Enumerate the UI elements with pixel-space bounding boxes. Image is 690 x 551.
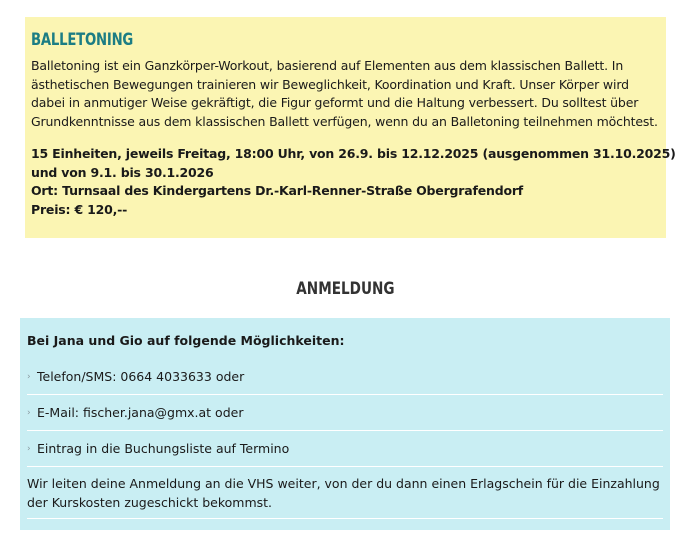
registration-option-phone: Telefon/SMS: 0664 4033633 oder xyxy=(37,369,245,384)
bullet-icon: › xyxy=(27,372,31,382)
course-price: Preis: € 120,-- xyxy=(31,201,128,217)
registration-options-list xyxy=(27,359,663,467)
course-location: Ort: Turnsaal des Kindergartens Dr.-Karl-Renner-Straße Obergrafendorf xyxy=(31,183,524,199)
list-item xyxy=(27,395,663,431)
registration-box xyxy=(20,318,670,530)
course-details xyxy=(31,145,676,219)
course-schedule-line-1: 15 Einheiten, jeweils Freitag, 18:00 Uhr, von 26.9. bis 12.12.2025 (ausgenommen 31.10.2025) xyxy=(31,146,676,162)
registration-note: Wir leiten deine Anmeldung an die VHS weiter, von der du dann einen Erlagschein für die Einzahlung der Kurskosten zugeschickt bekommst. xyxy=(27,467,663,519)
list-item xyxy=(27,431,663,467)
course-schedule-line-2: und von 9.1. bis 30.1.2026 xyxy=(31,164,214,180)
course-description: Balletoning ist ein Ganzkörper-Workout, basierend auf Elementen aus dem klassischen Ballett. In ästhetischen Bewegungen trainieren wir Beweglichkeit, Koordination und Kraft. Unser Körper wird dabei in anmutiger Weise gekräftigt, die Figur geformt und die Haltung verbessert. Du solltest über Grundkenntnisse aus dem klassischen Ballett verfügen, wenn du an Balletoning teilnehmen möchtest. xyxy=(31,58,658,129)
course-info-box xyxy=(25,17,676,238)
course-title: BALLETONING xyxy=(31,30,134,50)
bullet-icon: › xyxy=(27,444,31,454)
registration-heading-text: ANMELDUNG xyxy=(295,279,395,299)
list-item xyxy=(27,359,663,395)
registration-option-email: E-Mail: fischer.jana@gmx.at oder xyxy=(37,405,244,420)
registration-heading xyxy=(0,278,690,300)
bullet-icon: › xyxy=(27,408,31,418)
registration-option-termino: Eintrag in die Buchungsliste auf Termino xyxy=(37,441,290,456)
registration-intro: Bei Jana und Gio auf folgende Möglichkeiten: xyxy=(27,333,345,348)
